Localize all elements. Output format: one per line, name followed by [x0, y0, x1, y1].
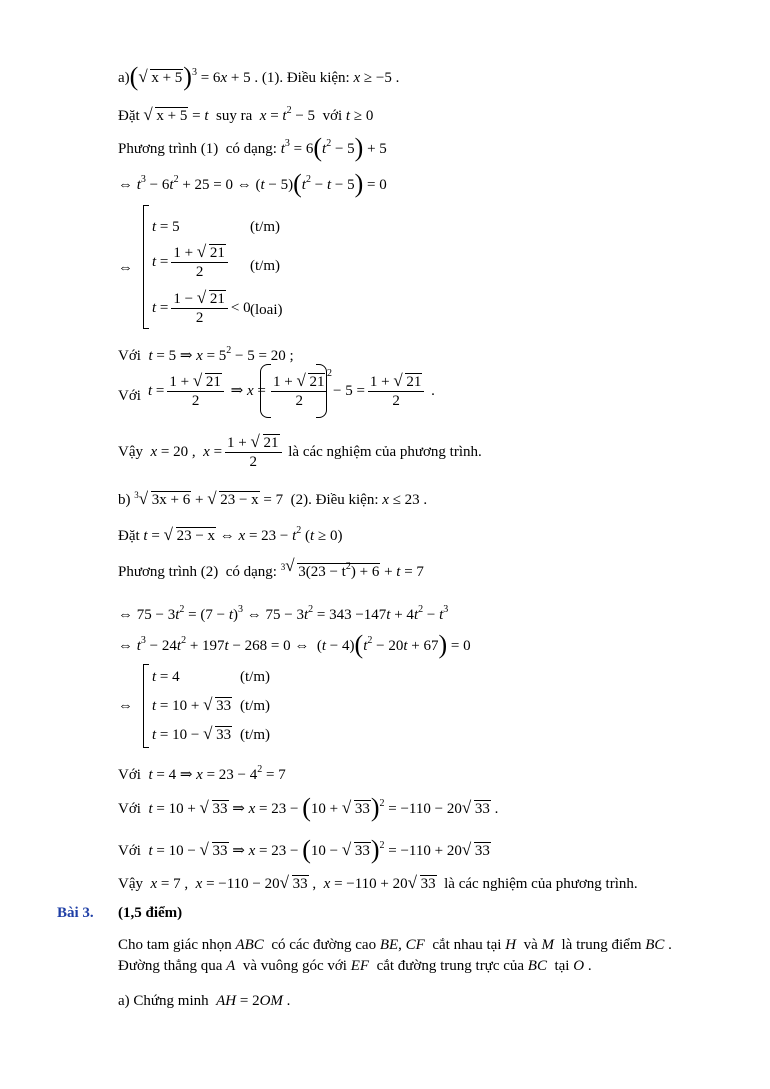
- bai3-title: Bài 3.: [57, 905, 94, 921]
- voi-cap-b-3: Với: [118, 843, 141, 859]
- case-b-2-tm: (t/m): [240, 698, 270, 714]
- part-a-label: a): [118, 70, 130, 86]
- conclusion-a: là các nghiệm của phương trình.: [288, 443, 482, 460]
- suy-ra-label: suy ra: [216, 108, 253, 124]
- bai3-text-6: Đường thẳng qua: [118, 958, 223, 974]
- bai3-text-8: cắt đường trung trực của: [376, 958, 525, 974]
- bai3-part-a: a) Chứng minh AH = 2OM .: [118, 993, 291, 1009]
- condition-label-b: . Điều kiện:: [308, 492, 379, 508]
- voi-cap-label-2: Với: [118, 388, 141, 404]
- part-b-label: b): [118, 492, 131, 508]
- set-label: Đặt: [118, 108, 140, 124]
- bai3-line1: Cho tam giác nhọn ABC có các đường cao BE, CF cắt nhau tại H và M là trung điểm BC .: [118, 937, 672, 953]
- co-dang-label-b: có dạng:: [225, 564, 277, 580]
- eq-b-2: Đặt t = √ 23 − x ⇔ $x = 23 - t^2$ (t ≥ 0): [118, 521, 342, 546]
- eq-a-6-rest: − 5 = $\frac{1 + √ 21}{2}$ .: [333, 373, 435, 410]
- bai3-text-9: tại: [554, 958, 570, 974]
- eq-b-8: Với t = 10 − √ 33 ⇒ x = 23 − (10 − √ 33)$^2$ = −110 + 20√ 33: [118, 836, 491, 861]
- eq-a-6-frac: $\frac{1 + √ 21}{2}$: [268, 373, 330, 410]
- pt-label: Phương trình: [118, 141, 197, 157]
- condition-label: . Điều kiện:: [279, 70, 350, 86]
- bai3-text-2: có các đường cao: [271, 937, 377, 953]
- conclusion-b: là các nghiệm của phương trình.: [444, 876, 638, 892]
- voi-cap-b-2: Với: [118, 801, 141, 817]
- case-a-3: t = $\frac{1 - √ 21}{2}$ < 0: [152, 290, 251, 327]
- eq-a-6-label: [118, 386, 141, 406]
- eq-a-6-sq: 2: [327, 368, 332, 379]
- eq-b-5: ⇔ $t^3 - 24t^2 + 197t - 268 = 0$ ⇔ $(t - 4)(t^2 - 20t + 67) = 0$: [118, 630, 471, 659]
- bai3-text-7: và vuông góc với: [242, 958, 347, 974]
- iff-b: ⇔: [118, 698, 133, 714]
- bracket-b: [143, 664, 149, 748]
- co-dang-label: có dạng:: [225, 141, 277, 157]
- bai3-part-a-label: a) Chứng minh: [118, 993, 209, 1009]
- bai3-text-1: Cho tam giác nhọn: [118, 937, 232, 953]
- iff-a: ⇔: [118, 260, 133, 276]
- eq-a-7: Vậy x = 20 , x = $\frac{1 + √ 21}{2}$ là các nghiệm của phương trình.: [118, 434, 482, 471]
- eq-a-3: Phương trình (1) có dạng: $t^3 = 6(t^2 - 5) + 5$: [118, 133, 387, 162]
- case-a-2-tm: (t/m): [250, 258, 280, 274]
- paren-right: [316, 364, 327, 418]
- voi-cap-label: Với: [118, 348, 141, 364]
- pt-label-b: Phương trình: [118, 564, 197, 580]
- case-a-3-loai: (loai): [250, 302, 283, 318]
- case-a-2: t = $\frac{1 + √ 21}{2}$: [152, 244, 231, 281]
- eq-a-4: ⇔ $t^3 - 6t^2 + 25 = 0$ ⇔ $(t - 5)(t^2 - t - 5) = 0$: [118, 169, 387, 198]
- eq-b-3: Phương trình (2) có dạng: $^3$√ $3(23 - t^2) + 6 + t = 7$: [118, 557, 424, 582]
- case-b-1-tm: (t/m): [240, 669, 270, 685]
- vay-label-b: Vậy: [118, 876, 143, 892]
- eq-b-7: Với t = 10 + √ 33 ⇒ x = 23 − (10 + √ 33)$^2$ = −110 − 20√ 33 .: [118, 794, 498, 819]
- voi-label: với: [322, 108, 343, 124]
- voi-cap-b-1: Với: [118, 767, 141, 783]
- case-b-2: t = 10 + √ 33: [152, 696, 232, 716]
- case-b-3-tm: (t/m): [240, 727, 270, 743]
- case-b-1: t = 4: [152, 669, 180, 685]
- eq-b-6: Với t = 4 ⇒ $x = 23 - 4^2 = 7$: [118, 764, 286, 783]
- eq-b-1: b) $^3$√ 3x + 6 + √ 23 − x = 7 (2). Điều kiện: x ≤ 23 .: [118, 485, 427, 510]
- case-a-1-tm: (t/m): [250, 219, 280, 235]
- case-b-3: t = 10 − √ 33: [152, 725, 232, 745]
- eq-a-1: a)(√ x + 5)$^3$ = 6x + 5 . (1). Điều kiện: x ≥ −5 .: [118, 63, 399, 88]
- eq-a-2: Đặt √ x + 5 = t suy ra $x = t^2 - 5$ với t ≥ 0: [118, 101, 373, 126]
- bracket-a: [143, 205, 149, 329]
- eq-a-6: t = $\frac{1 + √ 21}{2}$ ⇒ x =: [148, 373, 266, 410]
- set-label-b: Đặt: [118, 528, 140, 544]
- eq-b-9: Vậy x = 7 , x = −110 − 20√ 33 , x = −110 + 20√ 33 là các nghiệm của phương trình.: [118, 874, 638, 894]
- vay-label: Vậy: [118, 443, 143, 460]
- eq-b-4: ⇔ $75 - 3t^2 = (7 - t)^3$ ⇔ $75 - 3t^2 = 343 -147t + 4t^2 - t^3$: [118, 604, 449, 623]
- bai3-text-5: là trung điểm: [561, 937, 642, 953]
- case-a-1: t = 5: [152, 219, 180, 235]
- bai3-text-3: cắt nhau tại: [432, 937, 502, 953]
- eq-a-5: Với t = 5 ⇒ $x = 5^2 - 5 = 20$ ;: [118, 345, 294, 364]
- bai3-text-4: và: [523, 937, 538, 953]
- bai3-points: (1,5 điểm): [118, 905, 183, 921]
- bai3-line2: Đường thẳng qua A và vuông góc với EF cắt đường trung trực của BC tại O .: [118, 958, 592, 974]
